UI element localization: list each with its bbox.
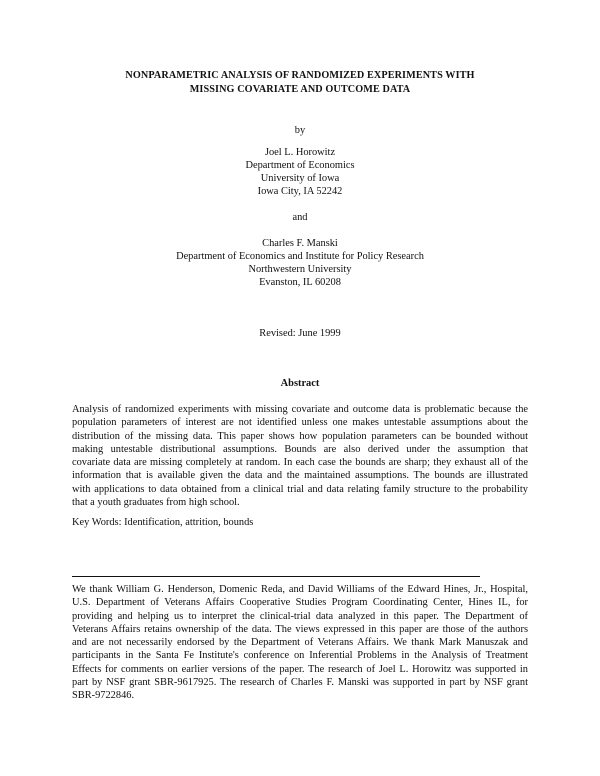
- author-conjunction: and: [292, 212, 308, 223]
- paper-title-line-1: NONPARAMETRIC ANALYSIS OF RANDOMIZED EXPERIMENTS WITH: [125, 70, 475, 81]
- footnote-divider: [72, 576, 480, 577]
- abstract-line: population parameters of interest are not identified unless one makes untestable assumptions about the: [72, 417, 528, 429]
- author2-name: Charles F. Manski: [262, 238, 338, 249]
- footnote-line: SBR-9722846.: [72, 690, 135, 702]
- byline: by: [294, 125, 306, 136]
- footnote-line: part by NSF grant SBR-9617925. The research of Charles F. Manski was supported in part by NSF grant: [72, 677, 528, 689]
- footnote-line: U.S. Department of Veterans Affairs Cooperative Studies Program Coordinating Center, Hines IL, for: [72, 597, 528, 609]
- abstract-line: that a youth graduates from high school.: [72, 497, 240, 509]
- abstract-body: [72, 403, 528, 509]
- footnote-line: We thank William G. Henderson, Domenic Reda, and David Williams of the Edward Hines, Jr., Hospital,: [72, 584, 528, 595]
- author2-address: Evanston, IL 60208: [259, 277, 341, 288]
- author2-department: Department of Economics and Institute for Policy Research: [176, 251, 424, 262]
- footnote-line: providing and helping us to interpret the clinical-trial data analyzed in this paper. The Department of: [72, 610, 528, 622]
- footnote-line: participants in the Santa Fe Institute's conference on Inferential Problems in the Analysis of Treatment: [72, 650, 528, 662]
- footnote-line: and are not necessarily endorsed by the Department of Veterans Affairs. We thank Mark Manuszak and: [72, 637, 528, 649]
- footnote-line: Effects for comments on earlier versions of the paper. The research of Joel L. Horowitz was supported in: [72, 663, 528, 675]
- abstract-line: making untestable distributional assumptions. Bounds are also derived under the assumption that: [72, 443, 528, 455]
- abstract-line: covariate data are missing completely at random. In each case the bounds are sharp; they exhaust all of the: [72, 457, 528, 469]
- author1-address: Iowa City, IA 52242: [257, 186, 343, 197]
- paper-title-line-2: MISSING COVARIATE AND OUTCOME DATA: [189, 84, 411, 95]
- abstract-line: Analysis of randomized experiments with missing covariate and outcome data is problematic because the: [72, 404, 528, 415]
- author1-department: Department of Economics: [245, 160, 355, 171]
- abstract-heading: Abstract: [280, 378, 320, 389]
- author1-university: University of Iowa: [260, 173, 340, 184]
- abstract-line: information that is available given the data and the maintained assumptions. The bounds are illustrated: [72, 470, 528, 482]
- author1-name: Joel L. Horowitz: [264, 147, 336, 158]
- revision-date: Revised: June 1999: [259, 328, 341, 339]
- author2-university: Northwestern University: [248, 264, 352, 275]
- footnote-line: Veterans Affairs retains ownership of the data. The views expressed in this paper are those of the authors: [72, 623, 528, 635]
- keywords: Key Words: Identification, attrition, bounds: [72, 517, 254, 528]
- abstract-line: with applications to data obtained from a clinical trial and data relating family structure to the probability: [72, 483, 528, 495]
- abstract-line: distribution of the missing data. This paper shows how population parameters can be bounded without: [72, 430, 528, 442]
- acknowledgements-footnote: [72, 583, 528, 703]
